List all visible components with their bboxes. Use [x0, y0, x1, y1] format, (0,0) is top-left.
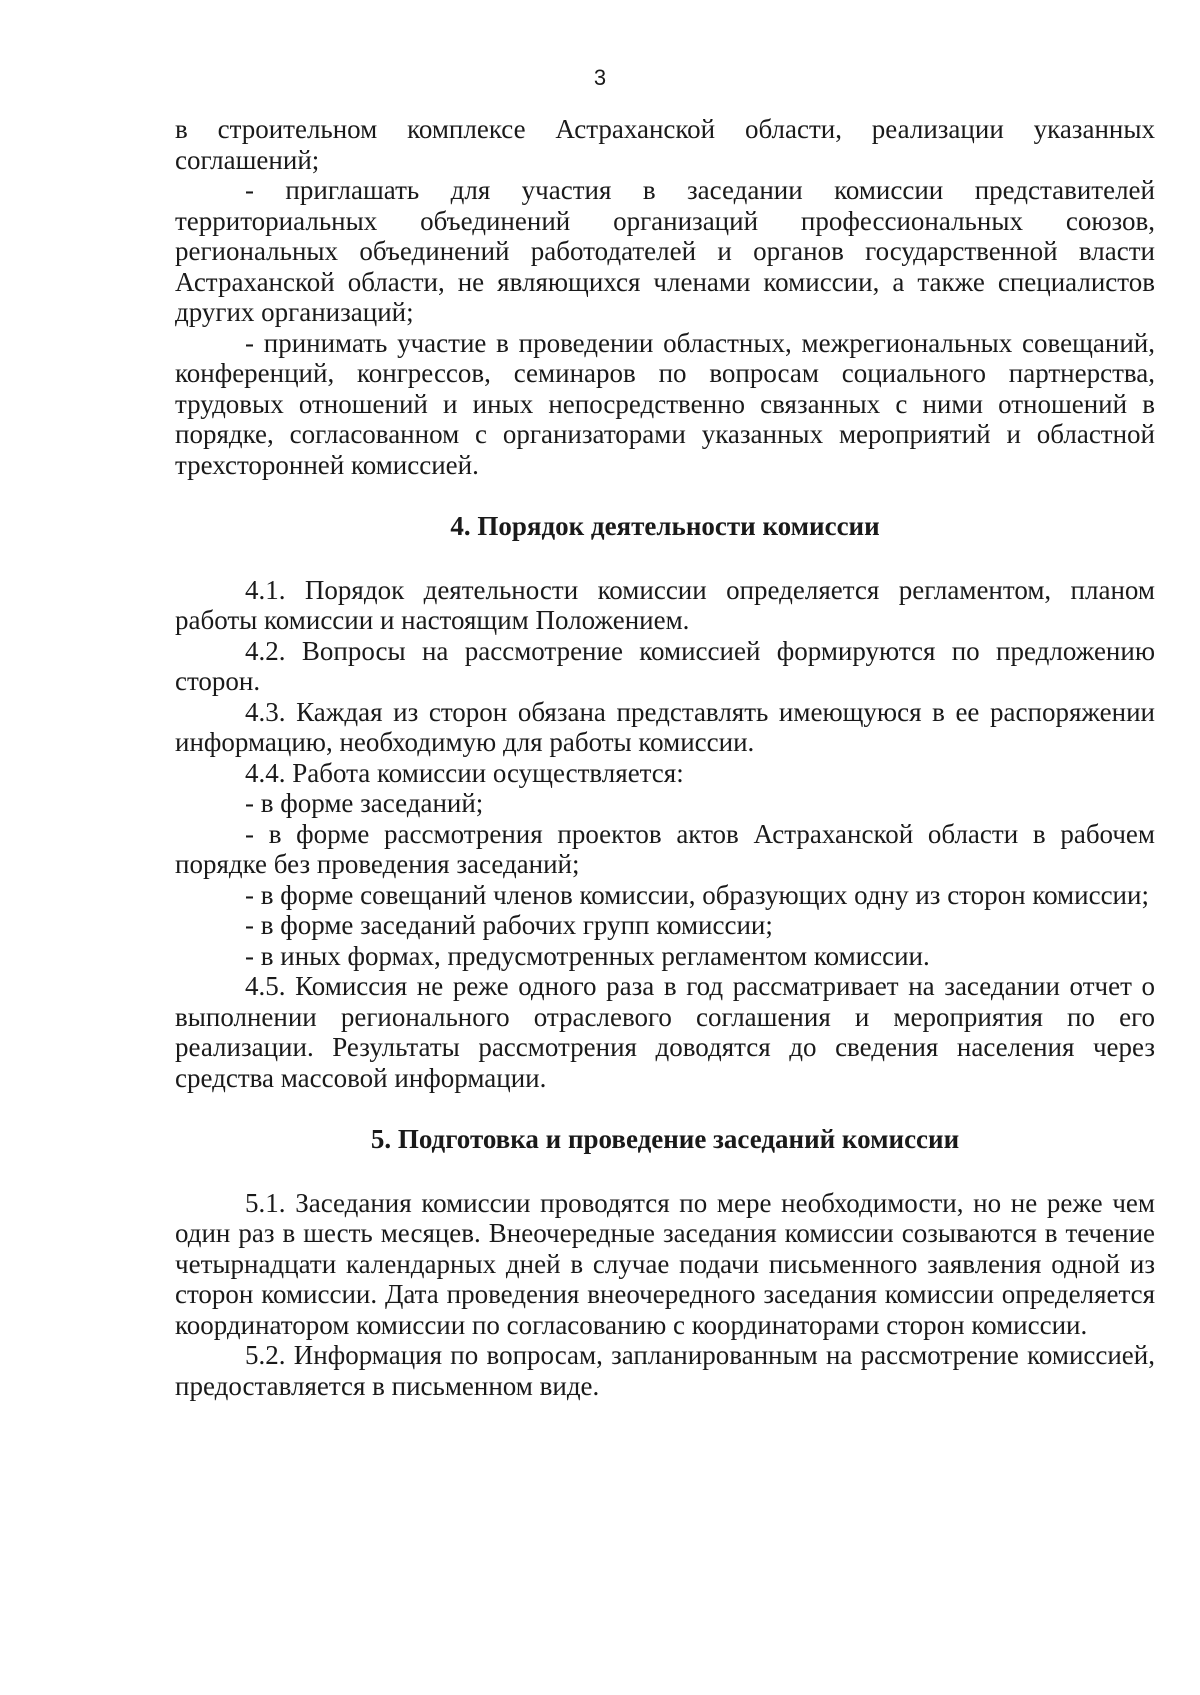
spacer	[175, 1155, 1155, 1188]
paragraph-invite-representatives: - приглашать для участия в заседании комиссии представителей территориальных объединений организаций профессиональных союзов, региональных объединений работодателей и органов государственной власти Астраханской области, не являющихся членами комиссии, а также специалистов других организаций;	[175, 175, 1155, 327]
paragraph-4-4: 4.4. Работа комиссии осуществляется:	[245, 757, 684, 788]
page-number: 3	[593, 65, 607, 90]
paragraph-4-1: 4.1. Порядок деятельности комиссии определяется регламентом, планом работы комиссии и настоящим Положением.	[175, 574, 1155, 635]
paragraph-5-2: 5.2. Информация по вопросам, запланированным на рассмотрение комиссией, предоставляется в письменном виде.	[175, 1340, 1155, 1401]
paragraph-4-5: 4.5. Комиссия не реже одного раза в год рассматривает на заседании отчет о выполнении регионального отраслевого соглашения и мероприятия по его реализации. Результаты рассмотрения доводятся до сведения населения через средства массовой информации.	[175, 971, 1155, 1093]
section-5-title: 5. Подготовка и проведение заседаний комиссии	[370, 1124, 960, 1154]
list-item-form-meetings: - в форме заседаний;	[245, 788, 484, 818]
paragraph-5-1: 5.1. Заседания комиссии проводятся по мере необходимости, но не реже чем один раз в шесть месяцев. Внеочередные заседания комиссии созываются в течение четырнадцати календарных дней в случае подачи письменного заявления одной из сторон комиссии. Дата проведения внеочередного заседания комиссии определяется координатором комиссии по согласованию с координаторами сторон комиссии.	[175, 1187, 1155, 1340]
section-4-title: 4. Порядок деятельности комиссии	[450, 511, 880, 541]
paragraph-4-3: 4.3. Каждая из сторон обязана представлять имеющуюся в ее распоряжении информацию, необходимую для работы комиссии.	[175, 696, 1155, 757]
spacer	[175, 542, 1155, 575]
list-item-form-other: - в иных формах, предусмотренных регламентом комиссии.	[245, 940, 930, 971]
spacer	[175, 1093, 1155, 1124]
document-body	[175, 114, 1155, 1401]
paragraph-4-2: 4.2. Вопросы на рассмотрение комиссией формируются по предложению сторон.	[175, 635, 1155, 696]
paragraph-participate-events: - принимать участие в проведении областных, межрегиональных совещаний, конференций, конгрессов, семинаров по вопросам социального партнерства, трудовых отношений и иных непосредственно связанных с ними отношений в порядке, согласованном с организаторами указанных мероприятий и областной трехсторонней комиссией.	[175, 327, 1155, 480]
paragraph-continuation: в строительном комплексе Астраханской области, реализации указанных соглашений;	[175, 114, 1155, 175]
list-item-form-review-acts: - в форме рассмотрения проектов актов Астраханской области в рабочем порядке без проведения заседаний;	[175, 818, 1155, 879]
list-item-form-working-groups: - в форме заседаний рабочих групп комиссии;	[245, 910, 773, 940]
spacer	[175, 480, 1155, 511]
list-item-form-member-meetings: - в форме совещаний членов комиссии, образующих одну из сторон комиссии;	[245, 879, 1149, 910]
